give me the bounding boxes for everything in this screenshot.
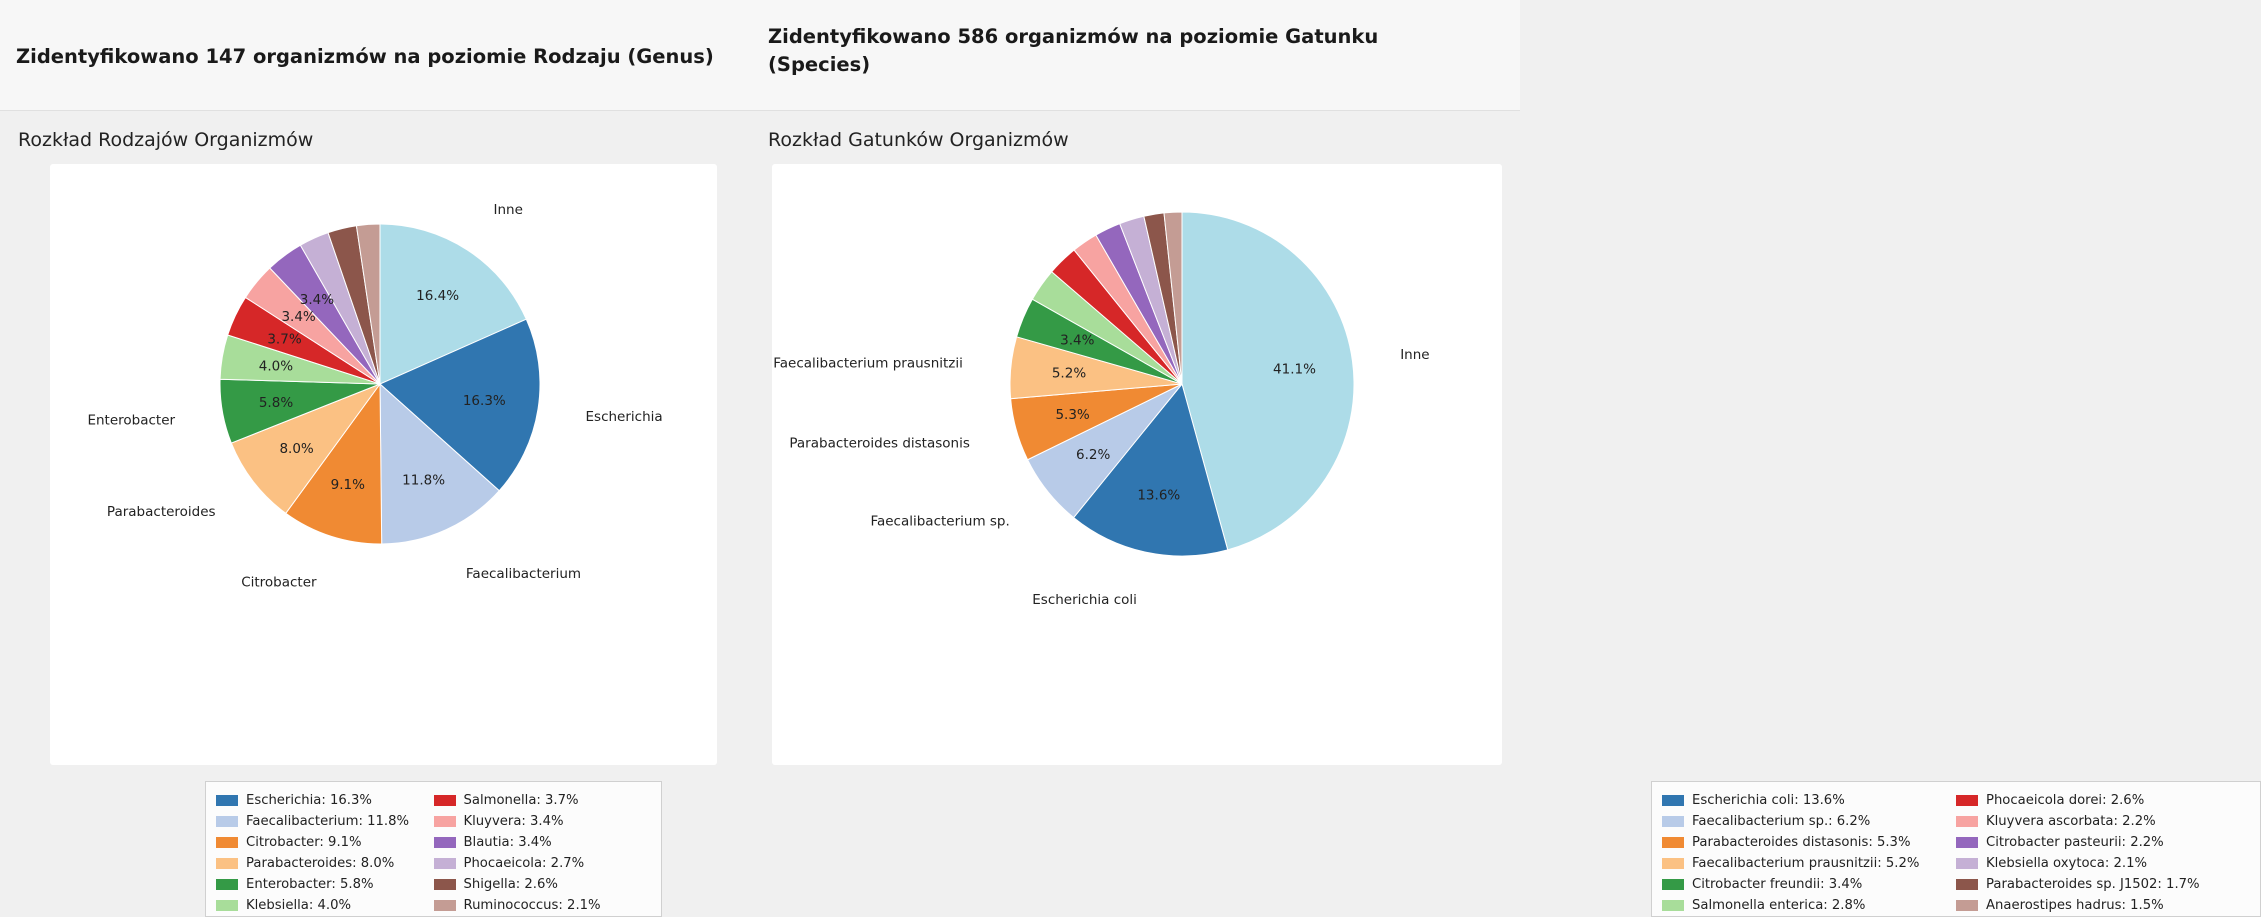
pie-category-label: Faecalibacterium prausnitzii: [773, 355, 963, 372]
species-legend: [1651, 781, 2261, 917]
legend-color-swatch: [434, 795, 456, 806]
legend-item-label: Shigella: 2.6%: [463, 877, 558, 892]
species-summary-title: Zidentyfikowano 586 organizmów na poziomie Gatunku (Species): [768, 25, 1379, 76]
pie-category-label: Escherichia: [585, 408, 663, 425]
legend-item-label: Enterobacter: 5.8%: [246, 877, 374, 892]
pie-category-label: Enterobacter: [87, 412, 176, 429]
legend-color-swatch: [1662, 879, 1684, 890]
pie-slice-percent-label: 8.0%: [279, 441, 314, 458]
pie-slice-percent-label: 9.1%: [330, 477, 365, 494]
legend-item[interactable]: [216, 895, 434, 916]
genus-panel-title: Rozkład Rodzajów Organizmów: [18, 129, 314, 151]
legend-item[interactable]: [434, 874, 652, 895]
pie-slice-percent-label: 3.4%: [1060, 332, 1095, 349]
pie-slice-percent-label: 3.4%: [299, 291, 335, 308]
legend-color-swatch: [434, 858, 456, 869]
pie-slice-percent-label: 3.7%: [267, 331, 302, 348]
pie-slice-percent-label: 11.8%: [402, 472, 446, 489]
legend-color-swatch: [1956, 795, 1978, 806]
legend-color-swatch: [216, 816, 238, 827]
pie-slice-percent-label: 3.4%: [281, 309, 316, 326]
legend-color-swatch: [434, 816, 456, 827]
legend-item-label: Faecalibacterium: 11.8%: [246, 814, 410, 829]
genus-pie-chart: [50, 164, 717, 614]
legend-item-label: Salmonella enterica: 2.8%: [1692, 898, 1866, 913]
legend-color-swatch: [434, 837, 456, 848]
pie-category-label: Escherichia coli: [1032, 592, 1137, 608]
pie-slice-percent-label: 41.1%: [1273, 361, 1316, 378]
species-panel-title: Rozkład Gatunków Organizmów: [768, 129, 1069, 151]
pie-slice-percent-label: 5.2%: [1051, 365, 1087, 382]
legend-item-label: Citrobacter: 9.1%: [246, 835, 362, 850]
legend-item[interactable]: [1662, 790, 1956, 811]
legend-color-swatch: [1956, 900, 1978, 911]
legend-item[interactable]: [434, 790, 652, 811]
genus-legend: [205, 781, 662, 917]
legend-item[interactable]: [434, 811, 652, 832]
legend-color-swatch: [1662, 900, 1684, 911]
legend-color-swatch: [434, 879, 456, 890]
legend-color-swatch: [216, 795, 238, 806]
legend-item[interactable]: [434, 895, 652, 916]
legend-item-label: Parabacteroides: 8.0%: [246, 856, 395, 871]
legend-item-label: Anaerostipes hadrus: 1.5%: [1986, 898, 2164, 913]
legend-item-label: Parabacteroides distasonis: 5.3%: [1692, 835, 1911, 850]
pie-category-label: Parabacteroides: [106, 504, 216, 520]
pie-slice-percent-label: 6.2%: [1076, 447, 1111, 464]
genus-summary-title: Zidentyfikowano 147 organizmów na poziomie Rodzaju (Genus): [16, 45, 714, 68]
pie-category-label: Citrobacter: [241, 574, 317, 591]
pie-category-label: Faecalibacterium: [465, 565, 582, 582]
pie-slice-percent-label: 5.3%: [1055, 406, 1090, 423]
legend-item[interactable]: [216, 853, 434, 874]
legend-color-swatch: [216, 837, 238, 848]
legend-item-label: Parabacteroides sp. J1502: 1.7%: [1986, 877, 2200, 892]
legend-item-label: Blautia: 3.4%: [463, 835, 552, 850]
legend-item[interactable]: [434, 853, 652, 874]
legend-item[interactable]: [216, 874, 434, 895]
legend-item-label: Ruminococcus: 2.1%: [463, 898, 601, 913]
legend-item-label: Kluyvera ascorbata: 2.2%: [1986, 814, 2156, 829]
pie-category-label: Parabacteroides distasonis: [789, 435, 970, 452]
legend-item[interactable]: [1662, 874, 1956, 895]
genus-legend-column-1: [216, 790, 434, 913]
pie-slice-percent-label: 5.8%: [258, 394, 294, 411]
pie-category-label: Inne: [1400, 347, 1430, 363]
species-chart-card: [772, 164, 2200, 913]
pie-slice-percent-label: 16.4%: [416, 288, 460, 304]
legend-item-label: Citrobacter pasteurii: 2.2%: [1986, 835, 2164, 850]
legend-item-label: Faecalibacterium prausnitzii: 5.2%: [1692, 856, 1920, 871]
legend-item[interactable]: [1956, 853, 2250, 874]
legend-item[interactable]: [216, 790, 434, 811]
legend-item[interactable]: [1662, 832, 1956, 853]
genus-legend-column-2: [434, 790, 652, 913]
legend-item-label: Kluyvera: 3.4%: [463, 814, 564, 829]
header-band: [0, 0, 1520, 111]
legend-color-swatch: [1662, 816, 1684, 827]
legend-item[interactable]: [1662, 811, 1956, 832]
species-legend-column-1: [1662, 790, 1956, 913]
legend-color-swatch: [216, 879, 238, 890]
pie-slice-percent-label: 13.6%: [1137, 487, 1181, 504]
legend-item[interactable]: [1662, 853, 1956, 874]
legend-item[interactable]: [1956, 811, 2250, 832]
legend-item-label: Klebsiella oxytoca: 2.1%: [1986, 856, 2148, 871]
legend-item[interactable]: [1956, 790, 2250, 811]
legend-item-label: Klebsiella: 4.0%: [246, 898, 351, 913]
legend-item-label: Salmonella: 3.7%: [463, 793, 579, 808]
legend-item-label: Escherichia: 16.3%: [246, 793, 372, 808]
legend-item-label: Faecalibacterium sp.: 6.2%: [1692, 814, 1871, 829]
legend-item-label: Phocaeicola dorei: 2.6%: [1986, 793, 2145, 808]
legend-item[interactable]: [1956, 895, 2250, 916]
legend-item[interactable]: [1956, 832, 2250, 853]
legend-item-label: Citrobacter freundii: 3.4%: [1692, 877, 1863, 892]
legend-item-label: Phocaeicola: 2.7%: [463, 856, 585, 871]
pie-slice-percent-label: 16.3%: [462, 393, 506, 409]
legend-item[interactable]: [434, 832, 652, 853]
legend-color-swatch: [1662, 858, 1684, 869]
legend-color-swatch: [1956, 816, 1978, 827]
legend-color-swatch: [1956, 837, 1978, 848]
legend-color-swatch: [1662, 795, 1684, 806]
legend-color-swatch: [216, 900, 238, 911]
legend-item[interactable]: [1956, 874, 2250, 895]
legend-color-swatch: [1956, 879, 1978, 890]
legend-color-swatch: [1662, 837, 1684, 848]
pie-slice-percent-label: 4.0%: [258, 358, 294, 375]
legend-item[interactable]: [216, 811, 434, 832]
pie-category-label: Faecalibacterium sp.: [870, 513, 1010, 530]
genus-chart-card: [50, 164, 717, 913]
species-legend-column-2: [1956, 790, 2250, 913]
legend-item[interactable]: [1662, 895, 1956, 916]
legend-color-swatch: [216, 858, 238, 869]
legend-item[interactable]: [216, 832, 434, 853]
pie-category-label: Inne: [493, 202, 523, 219]
species-pie-chart: [772, 164, 1502, 614]
legend-color-swatch: [1956, 858, 1978, 869]
legend-color-swatch: [434, 900, 456, 911]
legend-item-label: Escherichia coli: 13.6%: [1692, 793, 1845, 808]
